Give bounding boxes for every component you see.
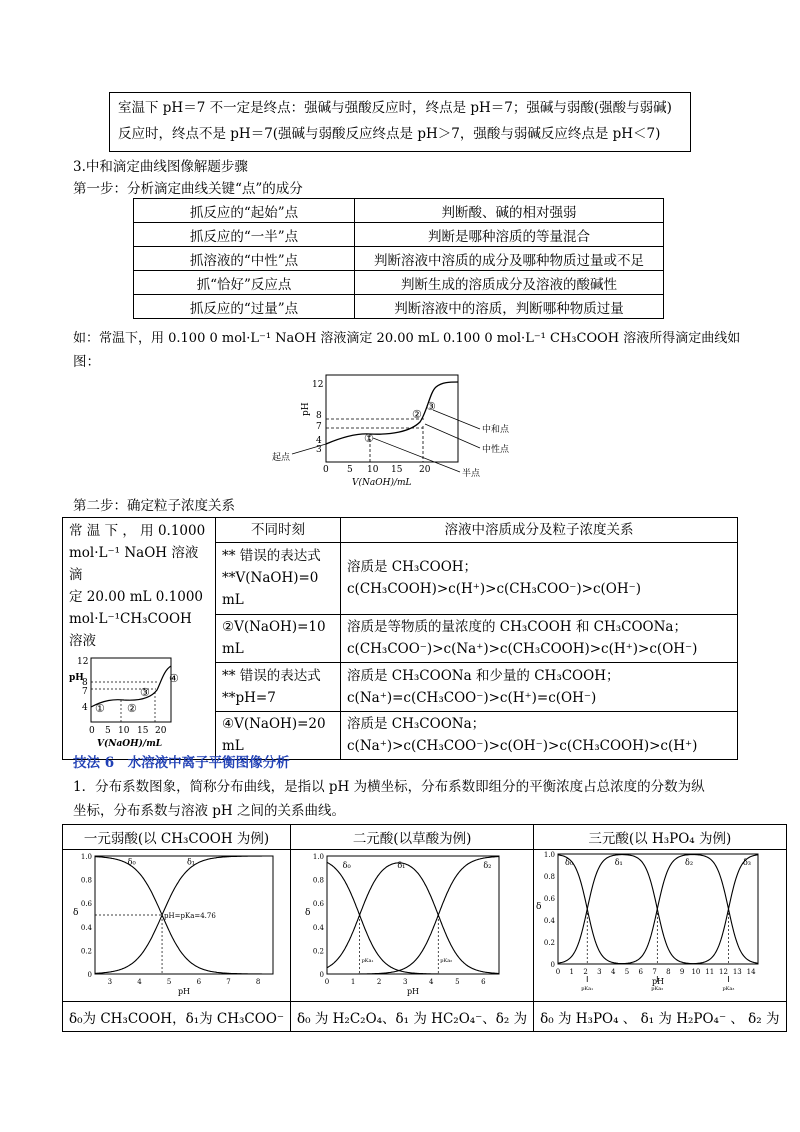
y-tick: 0.2 <box>80 947 92 956</box>
titration-chart <box>270 372 510 490</box>
x-tick: 9 <box>680 968 685 976</box>
note-line-2: 反应时，终点不是 pH＝7(强碱与弱酸反应终点是 pH＞7，强酸与弱碱反应终点是 pH＜7) <box>118 126 661 142</box>
footer-cell: δ₀ 为 H₂C₂O₄、δ₁ 为 HC₂O₄⁻、δ₂ 为 <box>291 1002 534 1032</box>
table-row <box>134 271 664 295</box>
table-row <box>63 1002 787 1032</box>
left-text: mol·L⁻¹ NaOH 溶液滴 <box>69 545 199 583</box>
x-tick: 3 <box>597 968 602 976</box>
y-tick: 0.2 <box>312 947 325 956</box>
points-table <box>133 198 664 319</box>
x-tick: 6 <box>196 978 202 986</box>
x-tick: 0 <box>323 465 329 475</box>
series-label: δ₁ <box>186 857 195 867</box>
table-cell: 判断溶液中溶质的成分及哪种物质过量或不足 <box>355 247 664 271</box>
moment-cell <box>216 542 341 614</box>
pka-annotation: pH=pKa=4.76 <box>164 912 216 920</box>
y-tick: 1.0 <box>80 853 92 861</box>
x-tick: 5 <box>347 465 353 475</box>
moment-line: mL <box>222 738 244 755</box>
para1-line-2: 坐标，分布系数与溶液 pH 之间的关系曲线。 <box>73 803 345 819</box>
table-row <box>63 850 787 1002</box>
y-tick: 0.8 <box>544 873 556 881</box>
mark-3: ③ <box>140 686 150 699</box>
distribution-curve <box>327 862 499 974</box>
y-tick: 0.6 <box>80 900 92 909</box>
moment-line: ②V(NaOH)=10 <box>222 619 326 636</box>
relation-line: 溶质是 CH₃COONa 和少量的 CH₃COOH； <box>347 667 620 684</box>
relation-line: c(Na⁺)>c(CH₃COO⁻)>c(OH⁻)>c(CH₃COOH)>c(H⁺) <box>347 738 698 755</box>
pka-label: pKa₁ <box>581 986 594 992</box>
x-tick: 5 <box>624 968 630 976</box>
x-tick: 5 <box>455 978 460 986</box>
moment-line: ** 错误的表达式 <box>222 548 321 565</box>
annotation-neutral: 中性点 <box>482 445 510 455</box>
series-label: δ₂ <box>685 858 694 867</box>
x-tick: 5 <box>166 978 172 986</box>
annotation-start: 起点 <box>272 453 291 463</box>
table-row <box>63 825 787 850</box>
x-tick: 20 <box>155 726 167 736</box>
pka-label: pKa₂ <box>651 986 664 992</box>
table-row <box>134 295 664 319</box>
y-axis-label: δ <box>536 902 542 912</box>
chart-cell <box>63 850 291 1002</box>
y-tick: 1.0 <box>312 853 325 861</box>
y-tick: 7 <box>316 422 322 432</box>
y-axis-label: δ <box>305 908 311 918</box>
x-tick: 15 <box>137 726 149 736</box>
step1-title: 第一步：分析滴定曲线关键“点”的成分 <box>73 181 303 197</box>
y-axis-label: δ <box>73 908 79 918</box>
x-tick: 8 <box>255 978 261 986</box>
y-tick: 1.0 <box>544 851 556 859</box>
plot-frame <box>327 856 499 974</box>
table-cell: 判断生成的溶质成分及溶液的酸碱性 <box>355 271 664 295</box>
mini-titration-chart <box>69 652 204 752</box>
pka-label: pKa₃ <box>722 986 735 992</box>
x-tick: 5 <box>105 726 111 736</box>
x-tick: 11 <box>705 968 715 976</box>
table-cell: 抓反应的“一半”点 <box>134 223 355 247</box>
distribution-curve <box>327 857 499 975</box>
header-cell: 不同时刻 <box>216 518 341 543</box>
x-tick: 6 <box>481 978 486 986</box>
moment-line: **V(NaOH)=0 mL <box>222 570 319 609</box>
x-tick: 0 <box>324 978 330 986</box>
moment-cell <box>216 614 341 662</box>
moment-line: ** 错误的表达式 <box>222 667 321 684</box>
mark-4: ④ <box>169 672 179 685</box>
x-tick: 1 <box>569 968 575 976</box>
y-tick: 4 <box>82 703 88 713</box>
x-tick: 7 <box>652 968 657 976</box>
x-tick: 14 <box>746 968 756 976</box>
x-axis-label: pH <box>177 987 191 996</box>
distribution-table <box>62 824 787 1032</box>
y-tick: 0.4 <box>544 917 556 925</box>
annotation-neutralization: 中和点 <box>482 425 510 435</box>
footer-cell: δ₀为 CH₃COOH，δ₁为 CH₃COO⁻ <box>63 1002 291 1032</box>
relation-line: c(CH₃COOH)>c(H⁺)>c(CH₃COO⁻)>c(OH⁻) <box>347 581 642 598</box>
table-cell: 抓“恰好”反应点 <box>134 271 355 295</box>
relation-cell <box>341 711 738 759</box>
y-tick: 0 <box>319 971 325 979</box>
series-label: δ₀ <box>565 858 574 867</box>
y-tick: 7 <box>82 687 88 697</box>
y-tick: 8 <box>316 411 322 421</box>
relation-line: 溶质是 CH₃COOH； <box>347 559 478 576</box>
table-cell: 抓反应的“过量”点 <box>134 295 355 319</box>
left-text: 常 温 下 ， 用 0.1000 <box>69 523 206 539</box>
y-tick: 0.8 <box>312 876 325 885</box>
table-row <box>63 518 738 543</box>
y-tick: 0.4 <box>80 923 92 932</box>
mark-2: ② <box>127 702 137 715</box>
table-row <box>134 199 664 223</box>
distribution-curve <box>558 855 758 964</box>
x-tick: 4 <box>611 968 616 976</box>
left-text: mol·L⁻¹CH₃COOH 溶液 <box>69 611 192 649</box>
y-axis-label: pH <box>301 402 311 416</box>
moment-line: **pH=7 <box>222 689 276 706</box>
y-tick: 0 <box>87 971 92 979</box>
example-line-1: 如：常温下，用 0.100 0 mol·L⁻¹ NaOH 溶液滴定 20.00 mL 0.100 0 mol·L⁻¹ CH₃COOH 溶液所得滴定曲线如 <box>73 331 741 346</box>
relation-line: 溶质是等物质的量浓度的 CH₃COOH 和 CH₃COONa； <box>347 619 687 636</box>
x-tick: 10 <box>367 465 379 475</box>
y-tick: 0.2 <box>544 939 556 947</box>
y-axis-label: pH <box>69 673 84 683</box>
x-axis-label: V(NaOH)/mL <box>97 739 163 749</box>
x-tick: 4 <box>429 978 434 986</box>
series-label: δ₁ <box>397 860 406 870</box>
annotation-half: 半点 <box>462 469 481 479</box>
left-cell <box>63 518 216 760</box>
step2-title: 第二步：确定粒子浓度关系 <box>73 498 235 514</box>
table-cell: 抓反应的“起始”点 <box>134 199 355 223</box>
y-tick: 0.6 <box>544 895 556 903</box>
table-row <box>134 247 664 271</box>
x-tick: 3 <box>402 978 408 986</box>
y-tick: 3 <box>316 445 322 455</box>
relation-line: 溶质是 CH₃COONa； <box>347 716 486 733</box>
x-tick: 20 <box>419 465 431 475</box>
x-tick: 13 <box>732 968 742 976</box>
relation-line: c(Na⁺)=c(CH₃COO⁻)>c(H⁺)=c(OH⁻) <box>347 689 597 706</box>
y-tick: 0.4 <box>312 923 325 932</box>
relation-cell <box>341 542 738 614</box>
header-cell: 溶液中溶质成分及粒子浓度关系 <box>341 518 738 543</box>
relation-line: c(CH₃COO⁻)>c(Na⁺)>c(CH₃COOH)>c(H⁺)>c(OH⁻) <box>347 641 698 658</box>
x-tick: 2 <box>583 968 588 976</box>
note-line-1: 室温下 pH＝7 不一定是终点：强碱与强酸反应时，终点是 pH＝7；强碱与弱酸(强酸与弱碱) <box>118 100 672 116</box>
x-axis-label: pH <box>406 987 420 996</box>
x-tick: 0 <box>89 726 95 736</box>
method6-title: 技法 6 水溶液中离子平衡图像分析 <box>73 755 290 771</box>
x-axis-label: pH <box>652 977 665 986</box>
para1-line-1: 1．分布系数图象，简称分布曲线，是指以 pH 为横坐标，分布系数即组分的平衡浓度占总浓度的分数为纵 <box>73 779 705 795</box>
x-tick: 1 <box>350 978 356 986</box>
y-tick: 0.6 <box>312 900 325 909</box>
x-tick: 6 <box>638 968 644 976</box>
header-cell: 三元酸(以 H₃PO₄ 为例) <box>534 825 786 850</box>
header-cell: 一元弱酸(以 CH₃COOH 为例) <box>63 825 291 850</box>
x-axis-label: V(NaOH)/mL <box>352 478 412 488</box>
y-tick: 8 <box>82 678 88 688</box>
distribution-chart-diprotic <box>291 850 509 997</box>
x-tick: 15 <box>391 465 403 475</box>
pka-label: pKa₁ <box>361 958 374 965</box>
relation-cell <box>341 614 738 662</box>
mark-3: ③ <box>426 400 436 413</box>
relation-cell <box>341 663 738 711</box>
y-tick: 4 <box>316 436 322 446</box>
pka-label: pKa₂ <box>440 958 453 965</box>
footer-cell: δ₀ 为 H₃PO₄ 、 δ₁ 为 H₂PO₄⁻ 、 δ₂ 为 <box>534 1002 786 1032</box>
table-cell: 判断溶液中的溶质，判断哪种物质过量 <box>355 295 664 319</box>
distribution-curve <box>327 860 499 974</box>
x-tick: 12 <box>719 968 729 976</box>
x-tick: 10 <box>118 726 130 736</box>
y-tick: 12 <box>312 380 324 390</box>
left-text: 定 20.00 mL 0.1000 <box>69 589 204 605</box>
x-tick: 3 <box>107 978 113 986</box>
x-tick: 0 <box>555 968 561 976</box>
y-tick: 12 <box>77 657 89 667</box>
series-label: δ₃ <box>743 858 752 867</box>
distribution-chart-triprotic <box>534 850 764 997</box>
example-line-2: 图： <box>73 354 100 370</box>
x-tick: 10 <box>691 968 701 976</box>
note-box <box>109 92 691 152</box>
chart-cell <box>291 850 534 1002</box>
series-label: δ₂ <box>483 860 492 870</box>
mark-1: ① <box>95 702 105 715</box>
x-tick: 7 <box>226 978 231 986</box>
moment-line: ④V(NaOH)=20 <box>222 716 326 733</box>
distribution-chart-monoprotic <box>63 850 281 997</box>
x-tick: 4 <box>137 978 142 986</box>
table-cell: 抓溶液的“中性”点 <box>134 247 355 271</box>
moment-line: mL <box>222 641 244 658</box>
x-tick: 8 <box>666 968 671 976</box>
moment-cell <box>216 663 341 711</box>
table-cell: 判断酸、碱的相对强弱 <box>355 199 664 223</box>
series-label: δ₀ <box>342 860 351 870</box>
series-label: δ₀ <box>127 857 136 867</box>
chart-cell <box>534 850 786 1002</box>
table-row <box>134 223 664 247</box>
y-tick: 0 <box>550 961 556 969</box>
x-tick: 2 <box>376 978 382 986</box>
section3-title: 3.中和滴定曲线图像解题步骤 <box>73 159 248 175</box>
series-label: δ₁ <box>614 858 623 867</box>
y-tick: 0.8 <box>80 876 92 885</box>
mark-1: ① <box>364 432 374 445</box>
header-cell: 二元酸(以草酸为例) <box>291 825 534 850</box>
table-cell: 判断是哪种溶质的等量混合 <box>355 223 664 247</box>
mark-2: ② <box>412 408 422 421</box>
particle-table <box>62 517 738 760</box>
